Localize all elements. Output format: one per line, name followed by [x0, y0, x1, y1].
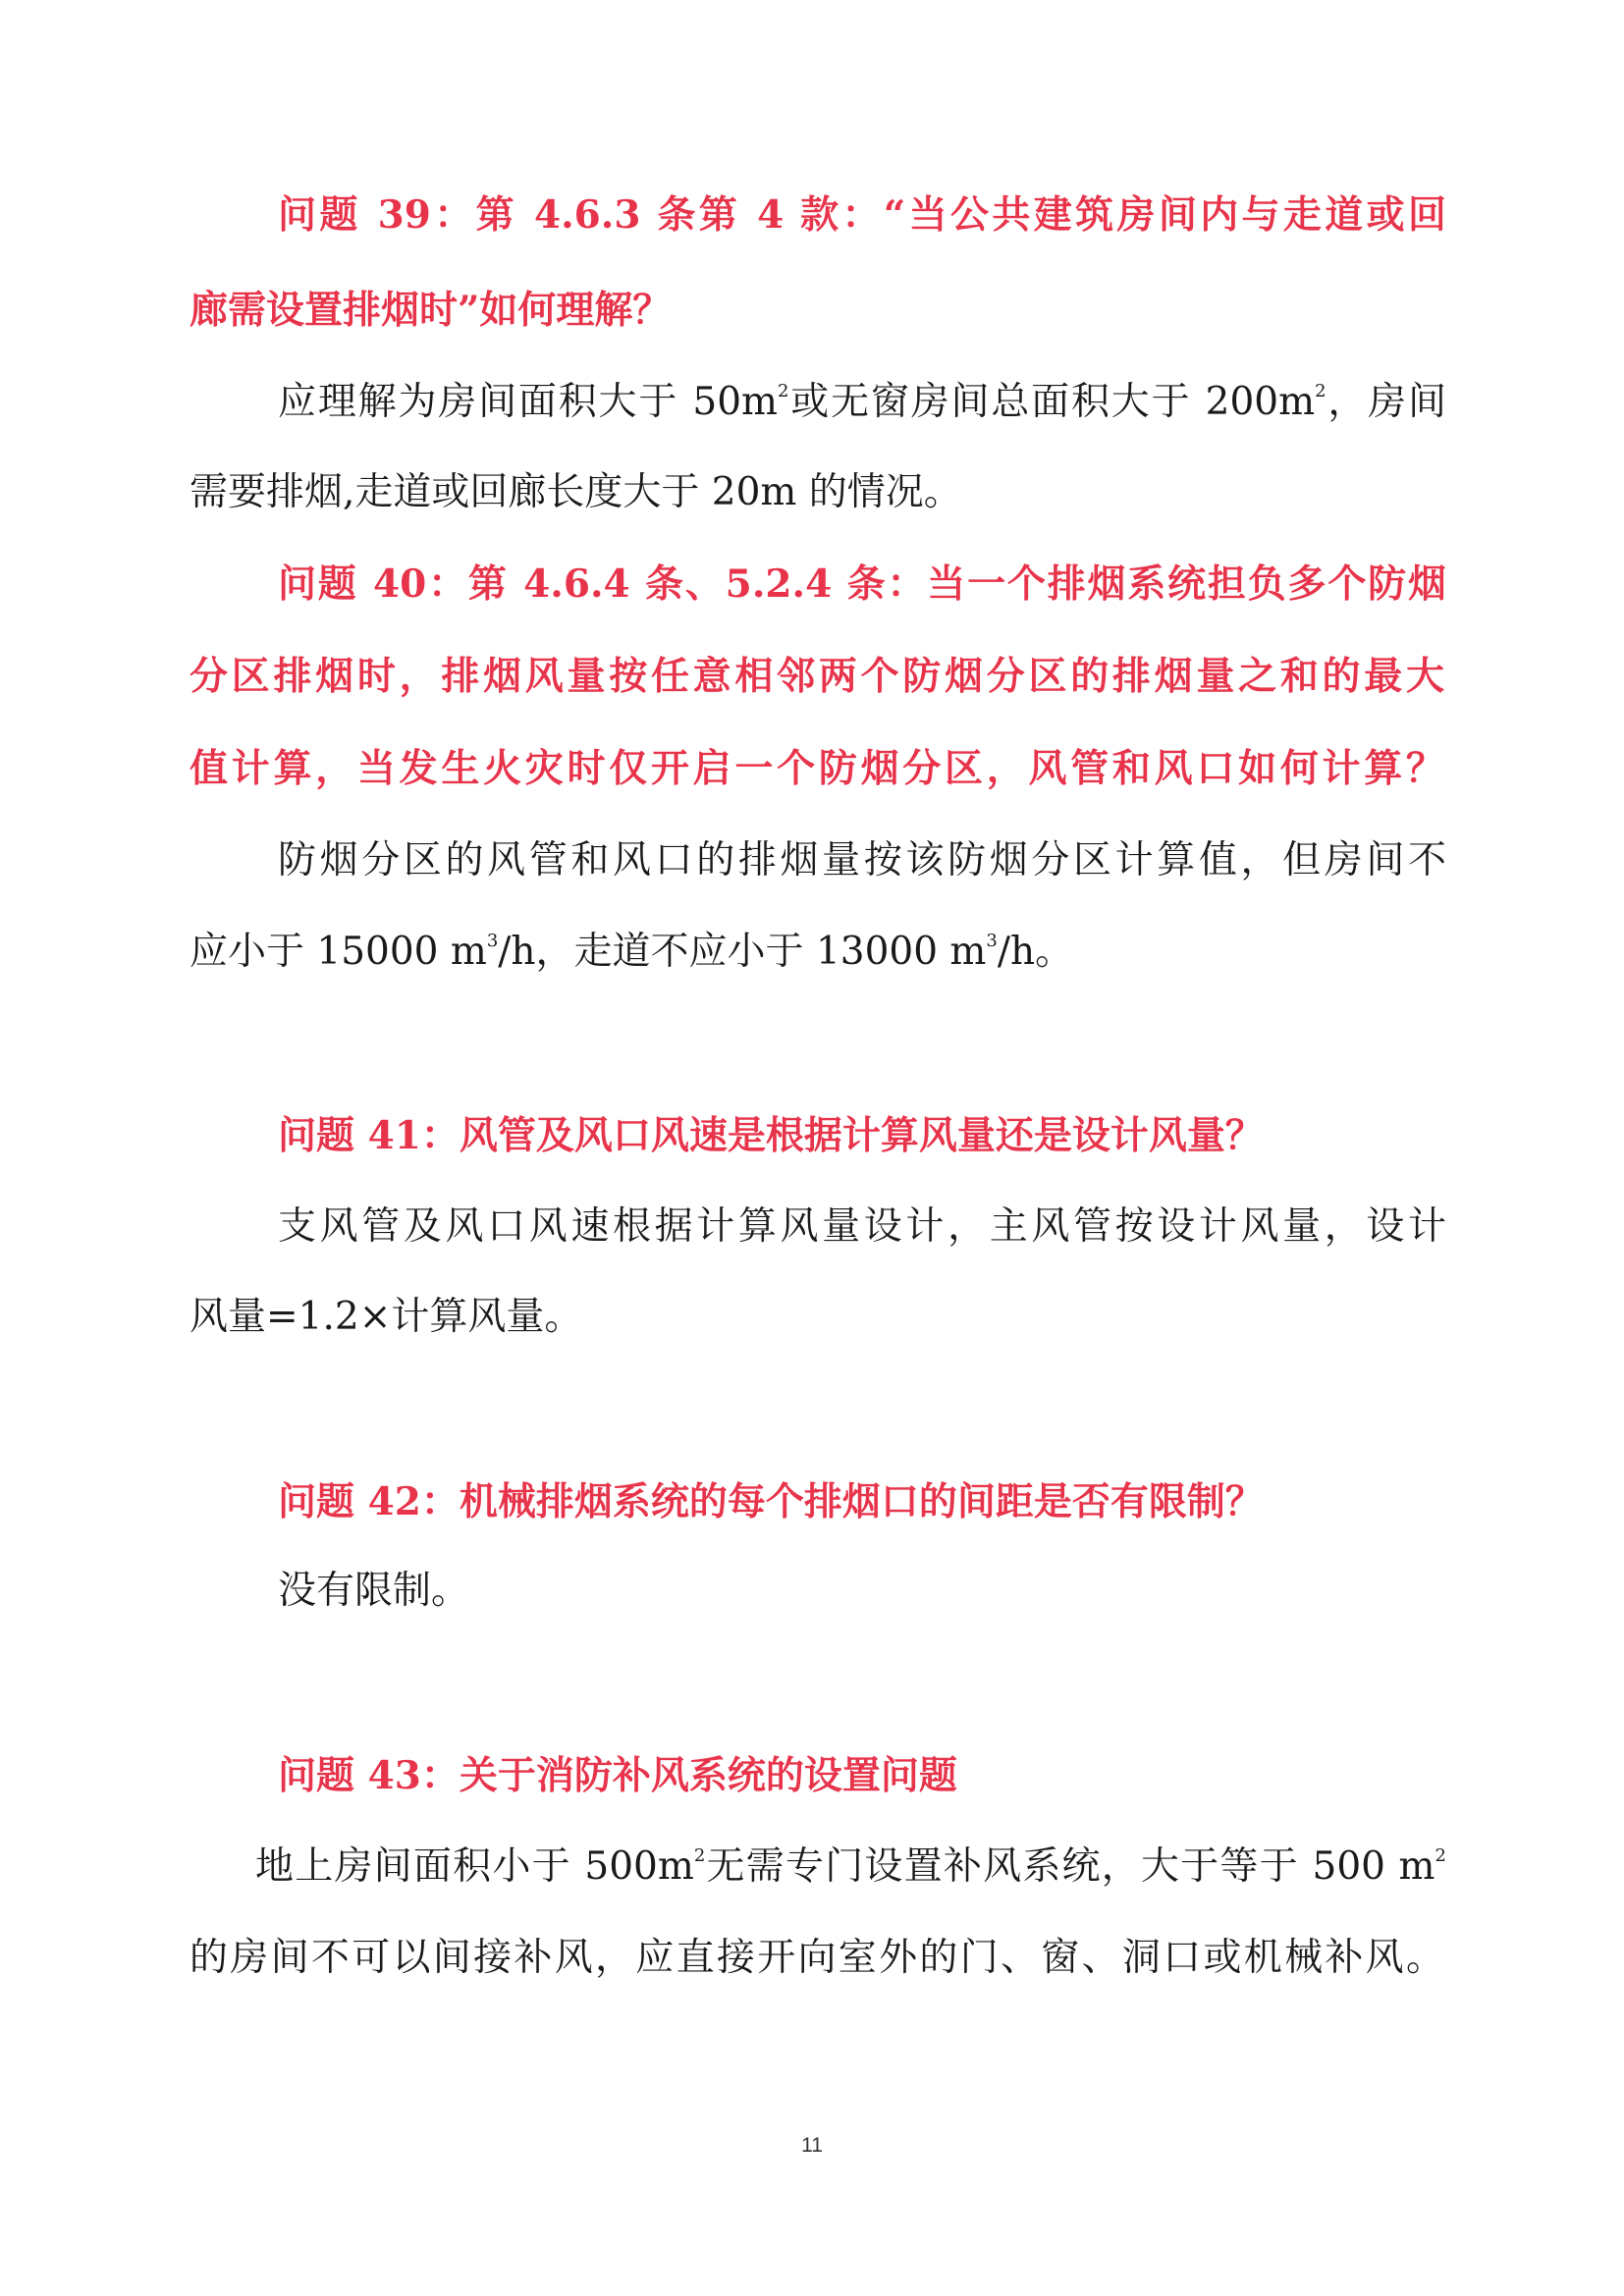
answer-39-line-1: [278, 376, 1446, 429]
answer-42-line-1: 没有限制。: [278, 1569, 470, 1613]
superscript-squared: 2: [1435, 1845, 1446, 1866]
page-number: 11: [801, 2134, 823, 2157]
question-39-line-2: 廊需设置排烟时”如何理解？: [189, 288, 672, 333]
answer-40-text-b: /h，走道不应小于 13000 m: [498, 930, 987, 974]
superscript-cubed: 3: [486, 931, 499, 951]
answer-40-text-a: 应小于 15000 m: [189, 930, 487, 974]
question-41-line-1: 问题 41：风管及风口风速是根据计算风量还是设计风量？: [278, 1113, 1264, 1158]
answer-43-line-1: [255, 1841, 1446, 1894]
answer-39-text-c: ，房间: [1326, 380, 1446, 424]
answer-39-line-2: 需要排烟,走道或回廊长度大于 20m 的情况。: [189, 470, 962, 514]
superscript-squared: 2: [778, 381, 789, 401]
answer-39-text-b: 或无窗房间总面积大于 200m: [788, 380, 1316, 424]
question-40-line-2: 分区排烟时，排烟风量按任意相邻两个防烟分区的排烟量之和的最大: [189, 654, 1444, 699]
answer-40-line-2: [189, 926, 1073, 979]
answer-41-line-2: 风量=1.2×计算风量。: [189, 1295, 583, 1339]
question-40-line-3: 值计算，当发生火灾时仅开启一个防烟分区，风管和风口如何计算？: [189, 746, 1444, 791]
answer-43-line-2: 的房间不可以间接补风，应直接开向室外的门、窗、洞口或机械补风。: [189, 1936, 1444, 1980]
answer-43-text-b: 无需专门设置补风系统，大于等于 500 m: [705, 1844, 1435, 1889]
question-43-line-1: 问题 43：关于消防补风系统的设置问题: [278, 1753, 957, 1798]
question-39-line-1: 问题 39：第 4.6.3 条第 4 款：“当公共建筑房间内与走道或回: [278, 192, 1446, 238]
answer-41-line-1: 支风管及风口风速根据计算风量设计，主风管按设计风量，设计: [278, 1204, 1446, 1249]
answer-40-line-1: 防烟分区的风管和风口的排烟量按该防烟分区计算值，但房间不: [278, 838, 1446, 882]
answer-43-text-a: 地上房间面积小于 500m: [255, 1844, 694, 1889]
answer-40-text-c: /h。: [997, 930, 1074, 974]
superscript-squared: 2: [1315, 381, 1326, 401]
question-40-line-1: 问题 40：第 4.6.4 条、5.2.4 条：当一个排烟系统担负多个防烟: [278, 561, 1446, 607]
question-42-line-1: 问题 42：机械排烟系统的每个排烟口的间距是否有限制？: [278, 1479, 1264, 1524]
answer-39-text-a: 应理解为房间面积大于 50m: [278, 380, 778, 424]
superscript-cubed: 3: [986, 931, 998, 951]
superscript-squared: 2: [693, 1845, 706, 1866]
